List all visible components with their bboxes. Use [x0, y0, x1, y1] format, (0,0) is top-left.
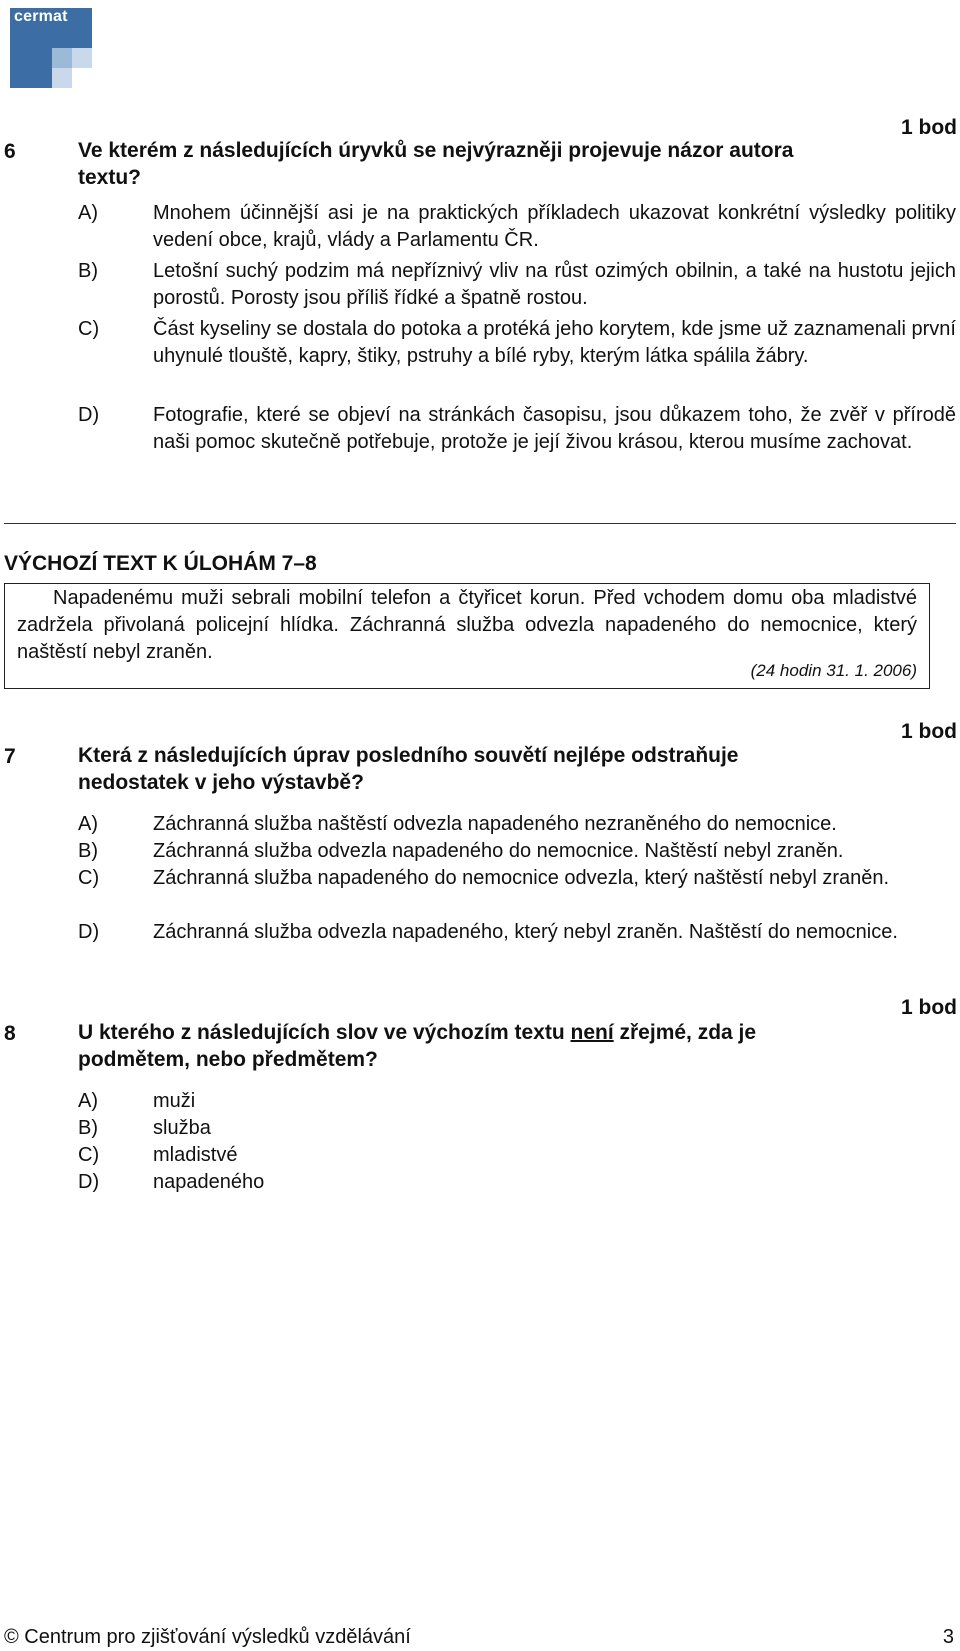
q7-option-d	[78, 919, 956, 946]
footer-copyright: © Centrum pro zjišťování výsledků vzdělávání	[4, 1626, 411, 1648]
q6-option-d	[78, 402, 956, 456]
option-text: napadeného	[153, 1171, 265, 1193]
option-text: Záchranná služba naštěstí odvezla napadeného nezraněného do nemocnice.	[153, 813, 837, 835]
q8-option-c	[78, 1142, 956, 1169]
q7-question-text: Která z následujících úprav posledního souvětí nejlépe odstraňuje nedostatek v jeho výstavbě?	[78, 744, 739, 794]
q7-option-b	[78, 838, 956, 865]
option-letter: D)	[78, 404, 100, 426]
q6-points: 1 bod	[901, 116, 957, 139]
option-text: Záchranná služba odvezla napadeného, který nebyl zraněn. Naštěstí do nemocnice.	[153, 921, 898, 943]
q6-option-a	[78, 200, 956, 254]
q6-option-b	[78, 258, 956, 312]
option-letter: C)	[78, 867, 100, 889]
option-text: Část kyseliny se dostala do potoka a protéká jeho korytem, kde jsme už zaznamenali první uhynulé tlouště, kapry, štiky, pstruhy a bílé ryby, kterým látka spálila žábry.	[153, 318, 956, 367]
q6-option-c	[78, 316, 956, 370]
q6-number: 6	[4, 140, 16, 163]
option-text: Letošní suchý podzim má nepříznivý vliv na růst ozimých obilnin, a také na hustotu jejich porostů. Porosty jsou příliš řídké a špatně rostou.	[153, 260, 956, 309]
option-text: Mnohem účinnější asi je na praktických příkladech ukazovat konkrétní výsledky politiky vedení obce, krajů, vlády a Parlamentu ČR.	[153, 202, 956, 251]
source-citation: (24 hodin 31. 1. 2006)	[750, 661, 917, 680]
q8-points: 1 bod	[901, 996, 957, 1019]
source-text: Napadenému muži sebrali mobilní telefon a čtyřicet korun. Před vchodem domu oba mladistvé zadržela přivolaná policejní hlídka. Záchranná služba odvezla napadeného do nemocnice, který naštěstí nebyl zraněn.	[17, 587, 917, 663]
option-letter: B)	[78, 840, 98, 862]
option-text: Fotografie, které se objeví na stránkách časopisu, jsou důkazem toho, že zvěř v přírodě naši pomoc skutečně potřebuje, protože je její živou krásou, kterou musíme zachovat.	[153, 404, 956, 453]
q6-question-text: Ve kterém z následujících úryvků se nejvýrazněji projevuje názor autora textu?	[78, 139, 794, 189]
q7-option-c	[78, 865, 956, 892]
q8-text-before: U kterého z následujících slov ve výchozím textu	[78, 1021, 571, 1044]
q8-number: 8	[4, 1022, 16, 1045]
option-letter: A)	[78, 813, 98, 835]
q8-text-underlined: není	[570, 1021, 614, 1044]
q8-option-b	[78, 1115, 956, 1142]
q7-option-a	[78, 811, 956, 838]
option-letter: D)	[78, 921, 100, 943]
option-letter: A)	[78, 1090, 98, 1112]
source-text-heading: VÝCHOZÍ TEXT K ÚLOHÁM 7–8	[4, 552, 317, 575]
q8-text-after: zřejmé, zda je podmětem, nebo předmětem?	[78, 1021, 757, 1071]
q8-option-a	[78, 1088, 956, 1115]
option-letter: B)	[78, 260, 98, 282]
source-text-box	[4, 583, 930, 689]
option-text: služba	[153, 1117, 211, 1139]
q7-number: 7	[4, 745, 16, 768]
logo-text: cermat	[14, 8, 68, 25]
section-divider	[4, 523, 956, 524]
option-text: Záchranná služba napadeného do nemocnice odvezla, který naštěstí nebyl zraněn.	[153, 867, 890, 889]
option-letter: A)	[78, 202, 98, 224]
option-letter: C)	[78, 1144, 100, 1166]
option-text: Záchranná služba odvezla napadeného do nemocnice. Naštěstí nebyl zraněn.	[153, 840, 844, 862]
q8-question-text	[78, 1019, 828, 1073]
option-text: muži	[153, 1090, 196, 1112]
option-letter: C)	[78, 318, 100, 340]
q8-option-d	[78, 1169, 956, 1196]
cermat-logo	[10, 8, 92, 88]
option-text: mladistvé	[153, 1144, 238, 1166]
q7-points: 1 bod	[901, 720, 957, 743]
option-letter: D)	[78, 1171, 100, 1193]
page-number: 3	[942, 1626, 954, 1648]
option-letter: B)	[78, 1117, 98, 1139]
